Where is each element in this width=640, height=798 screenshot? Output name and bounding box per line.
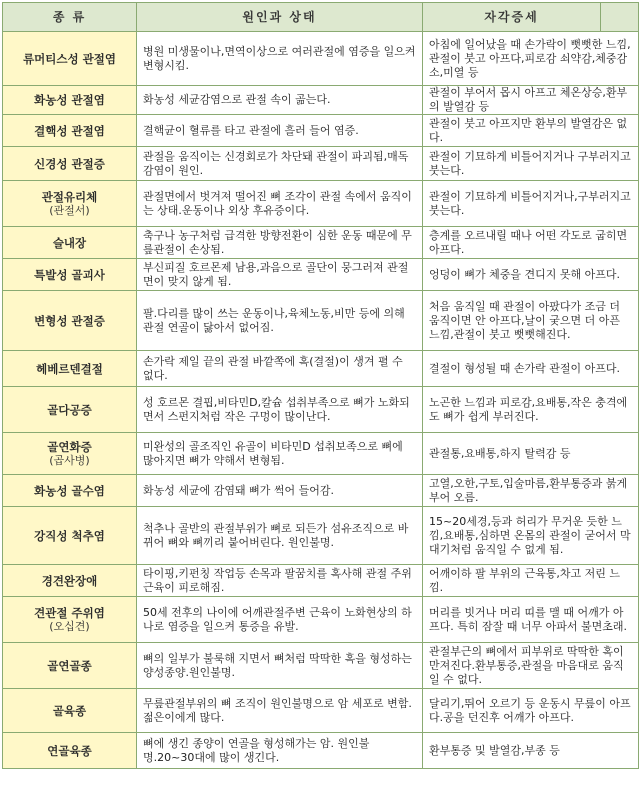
symptom-cell: 아침에 일어났을 때 손가락이 뻣뻣한 느낌,관절이 붓고 아프다,피로감 쇠약감,체중감소,미열 등 xyxy=(423,32,639,86)
disease-name-cell xyxy=(3,597,137,643)
disease-name-cell xyxy=(3,115,137,147)
header-cause: 원인과 상태 xyxy=(137,3,423,32)
cause-cell: 미완성의 골조직인 유골이 비타민D 섭취보족으로 뼈에 많아지면 뼈가 약해서 변형됨. xyxy=(137,433,423,475)
table-row xyxy=(3,643,639,689)
cause-cell: 손가락 제일 끝의 관절 바깥쪽에 혹(결절)이 생겨 펼 수 없다. xyxy=(137,351,423,387)
disease-alias: (곱사병) xyxy=(49,453,90,467)
disease-name: 헤베르덴결절 xyxy=(36,361,103,376)
disease-name-cell xyxy=(3,32,137,86)
disease-name: 화농성 골수염 xyxy=(34,483,105,498)
symptom-cell: 환부통증 및 발열감,부종 등 xyxy=(423,733,639,769)
symptom-cell: 고열,오한,구토,입술마름,환부통증과 붉게 부어 오름. xyxy=(423,475,639,507)
cause-cell: 축구나 농구처럼 급격한 방향전환이 심한 운동 때문에 무릎관절이 손상됨. xyxy=(137,227,423,259)
disease-name-cell xyxy=(3,351,137,387)
disease-name: 경견완장애 xyxy=(41,573,98,588)
cause-cell: 부신피질 호르몬제 남용,과음으로 골단이 뭉그러져 관절면이 맞지 않게 됨. xyxy=(137,259,423,291)
table-row xyxy=(3,291,639,351)
symptom-cell: 관절이 붓고 아프지만 환부의 발열감은 없다. xyxy=(423,115,639,147)
disease-name: 류머티스성 관절염 xyxy=(23,51,116,66)
disease-name: 견관절 주위염 xyxy=(34,605,105,620)
disease-name-cell xyxy=(3,433,137,475)
disease-name-cell xyxy=(3,387,137,433)
symptom-cell: 결절이 형성될 때 손가락 관절이 아프다. xyxy=(423,351,639,387)
cause-cell: 타이핑,키펀칭 작업등 손목과 팔꿈치를 혹사해 관절 주위근육이 피로해짐. xyxy=(137,565,423,597)
symptom-cell: 처음 움직일 때 관절이 아팠다가 조금 더 움직이면 안 아프다,날이 궂으면 더 아픈 느낌,관절이 붓고 뻣뻣해진다. xyxy=(423,291,639,351)
disease-name: 변형성 관절증 xyxy=(34,313,105,328)
table-row xyxy=(3,32,639,86)
symptom-cell: 15~20세경,등과 허리가 무거운 듯한 느낌,요배통,심하면 온몸의 관절이 굳어서 막대기처럼 움직일 수 없게 됨. xyxy=(423,507,639,565)
table-row xyxy=(3,565,639,597)
disease-name: 화농성 관절염 xyxy=(34,93,105,107)
header-symptom: 자각증세 xyxy=(423,3,601,32)
disease-name-cell xyxy=(3,181,137,227)
disease-name-cell xyxy=(3,733,137,769)
cause-cell: 화농성 세균에 감염돼 뼈가 썩어 들어감. xyxy=(137,475,423,507)
disease-name-cell xyxy=(3,227,137,259)
cause-cell: 뼈에 생긴 종양이 연골을 형성해가는 암. 원인불명.20~30대에 많이 생긴다. xyxy=(137,733,423,769)
disease-name: 특발성 골괴사 xyxy=(34,267,105,282)
disease-name: 골육종 xyxy=(52,703,87,718)
table-row xyxy=(3,689,639,733)
table-row xyxy=(3,115,639,147)
symptom-cell: 달리기,뛰어 오르기 등 운동시 무릎이 아프다.공을 던진후 어깨가 아프다. xyxy=(423,689,639,733)
cause-cell: 척추나 골반의 관절부위가 뼈로 되든가 섬유조직으로 바뀌어 뼈와 뼈끼리 붙어버린다. 원인불명. xyxy=(137,507,423,565)
symptom-cell: 관절이 부어서 몹시 아프고 체온상승,환부의 발열감 등 xyxy=(423,86,639,115)
symptom-cell: 관절통,요배통,하지 탈력감 등 xyxy=(423,433,639,475)
cause-cell: 병원 미생물이나,면역이상으로 여러관절에 염증을 일으켜 변형시킴. xyxy=(137,32,423,86)
table-row xyxy=(3,259,639,291)
table-row xyxy=(3,507,639,565)
cause-cell: 뼈의 일부가 불룩해 지면서 뼈처럼 딱딱한 혹을 형성하는 양성종양.원인불명. xyxy=(137,643,423,689)
disease-name: 연골육종 xyxy=(47,743,92,758)
cause-cell: 결핵균이 혈류를 타고 관절에 흘러 들어 염증. xyxy=(137,115,423,147)
symptom-cell: 머리를 빗거나 머리 띠를 맬 때 어깨가 아프다. 특히 잠잘 때 너무 아파서 불면초래. xyxy=(423,597,639,643)
header-empty xyxy=(601,3,639,32)
disease-name-cell xyxy=(3,565,137,597)
disease-name-cell xyxy=(3,507,137,565)
joint-disease-table-container xyxy=(2,2,639,769)
cause-cell: 성 호르몬 결핍,비타민D,칼슘 섭취부족으로 뼈가 노화되면서 스펀지처럼 작은 구멍이 많이난다. xyxy=(137,387,423,433)
table-row xyxy=(3,597,639,643)
table-row xyxy=(3,86,639,115)
cause-cell: 관절을 움직이는 신경회로가 차단돼 관절이 파괴됨,매독감염이 원인. xyxy=(137,147,423,181)
symptom-cell: 관절이 기묘하게 비틀어지거나 구부러지고 붓는다. xyxy=(423,147,639,181)
disease-alias: (오십견) xyxy=(49,619,90,633)
disease-alias: (관절서) xyxy=(49,203,90,217)
cause-cell: 팔.다리를 많이 쓰는 운동이나,육체노동,비만 등에 의해 관절 연골이 닳아서 없어짐. xyxy=(137,291,423,351)
disease-name: 관절유리체 xyxy=(41,189,98,204)
disease-name: 골연화증 xyxy=(47,439,92,454)
disease-name-cell xyxy=(3,259,137,291)
cause-cell: 50세 전후의 나이에 어깨관절주변 근육이 노화현상의 하나로 염증을 일으켜 통증을 유발. xyxy=(137,597,423,643)
table-row xyxy=(3,181,639,227)
joint-disease-table xyxy=(2,2,639,769)
disease-name-cell xyxy=(3,86,137,115)
table-row xyxy=(3,147,639,181)
table-row xyxy=(3,227,639,259)
cause-cell: 관절면에서 벗겨져 떨어진 뼈 조각이 관절 속에서 움직이는 상태.운동이나 외상 후유증이다. xyxy=(137,181,423,227)
disease-name: 강직성 척추염 xyxy=(34,528,105,543)
symptom-cell: 관절이 기묘하게 비틀어지거나,구부러지고 붓는다. xyxy=(423,181,639,227)
symptom-cell: 어깨이하 팔 부위의 근육통,차고 저린 느낌. xyxy=(423,565,639,597)
disease-name-cell xyxy=(3,643,137,689)
table-header-row xyxy=(3,3,639,32)
cause-cell: 무릎관절부위의 뼈 조직이 원인불명으로 암 세포로 변함. 젊은이에게 많다. xyxy=(137,689,423,733)
disease-name-cell xyxy=(3,689,137,733)
disease-name-cell xyxy=(3,147,137,181)
symptom-cell: 엉덩이 뼈가 체중을 견디지 못해 아프다. xyxy=(423,259,639,291)
disease-name-cell xyxy=(3,291,137,351)
disease-name: 골다공증 xyxy=(47,402,92,417)
disease-name: 슬내장 xyxy=(52,235,87,250)
disease-name: 골연골종 xyxy=(47,658,92,673)
symptom-cell: 관절부근의 뼈에서 피부위로 딱딱한 혹이 만져진다.환부통증,관절을 마음대로 움직일 수 없다. xyxy=(423,643,639,689)
header-type: 종 류 xyxy=(3,3,137,32)
table-row xyxy=(3,475,639,507)
table-row xyxy=(3,351,639,387)
cause-cell: 화농성 세균감염으로 관절 속이 곪는다. xyxy=(137,86,423,115)
table-row xyxy=(3,733,639,769)
disease-name-cell xyxy=(3,475,137,507)
symptom-cell: 노곤한 느낌과 피로감,요배통,작은 충격에도 뼈가 쉽게 부러진다. xyxy=(423,387,639,433)
disease-name: 결핵성 관절염 xyxy=(34,123,105,138)
table-row xyxy=(3,387,639,433)
table-body xyxy=(3,32,639,769)
symptom-cell: 층계를 오르내릴 때나 어떤 각도로 굽히면 아프다. xyxy=(423,227,639,259)
table-row xyxy=(3,433,639,475)
disease-name: 신경성 관절증 xyxy=(34,156,105,171)
